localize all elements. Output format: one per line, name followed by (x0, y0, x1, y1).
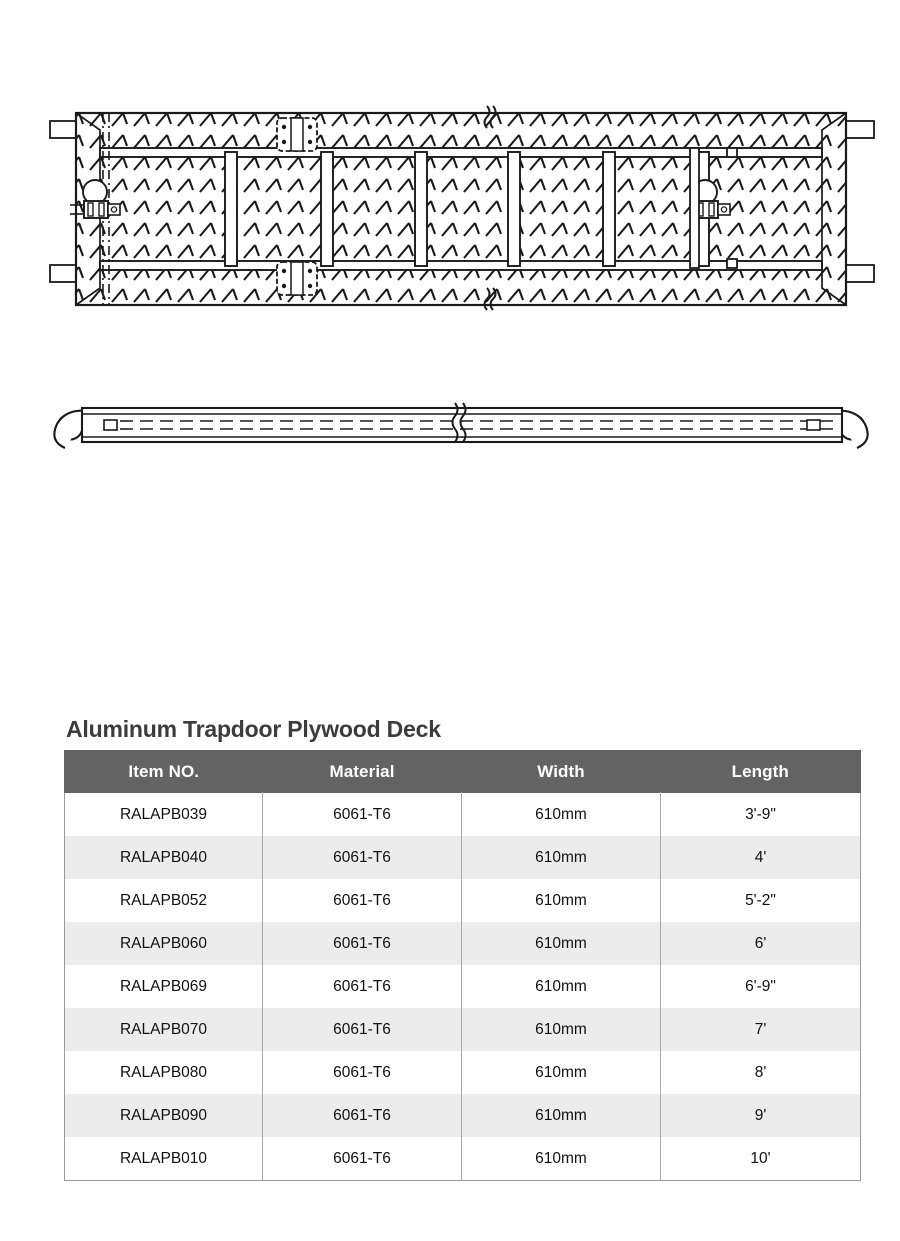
cell-width: 610mm (462, 1137, 661, 1181)
cell-item-no: RALAPB090 (65, 1094, 263, 1137)
cell-width: 610mm (462, 1008, 661, 1051)
table-body (65, 793, 861, 1181)
cell-item-no: RALAPB039 (65, 793, 263, 837)
plan-view-group (50, 106, 874, 310)
side-view-group (54, 403, 867, 448)
cell-material: 6061-T6 (263, 1137, 462, 1181)
table-row (65, 1008, 861, 1051)
cell-material: 6061-T6 (263, 922, 462, 965)
table-row (65, 1094, 861, 1137)
cell-item-no: RALAPB070 (65, 1008, 263, 1051)
cell-width: 610mm (462, 879, 661, 922)
hinge-plate-icon (277, 118, 317, 151)
cell-length: 5'-2" (661, 879, 861, 922)
page-title: Aluminum Trapdoor Plywood Deck (66, 716, 441, 742)
column-header-item-no: Item NO. (65, 751, 263, 793)
cell-item-no: RALAPB080 (65, 1051, 263, 1094)
cell-width: 610mm (462, 1094, 661, 1137)
table-row (65, 1051, 861, 1094)
table-row (65, 922, 861, 965)
table-row (65, 1137, 861, 1181)
column-header-length: Length (661, 751, 861, 793)
cell-material: 6061-T6 (263, 793, 462, 837)
cell-material: 6061-T6 (263, 836, 462, 879)
table-row (65, 879, 861, 922)
column-header-material: Material (263, 751, 462, 793)
cell-length: 6' (661, 922, 861, 965)
hook-claw-icon (844, 121, 874, 282)
cell-width: 610mm (462, 965, 661, 1008)
cell-length: 3'-9" (661, 793, 861, 837)
column-header-width: Width (462, 751, 661, 793)
table-row (65, 965, 861, 1008)
table-header-row (65, 751, 861, 793)
cell-item-no: RALAPB060 (65, 922, 263, 965)
cell-item-no: RALAPB052 (65, 879, 263, 922)
cell-length: 9' (661, 1094, 861, 1137)
cell-material: 6061-T6 (263, 965, 462, 1008)
cell-width: 610mm (462, 836, 661, 879)
cell-material: 6061-T6 (263, 1008, 462, 1051)
cell-width: 610mm (462, 1051, 661, 1094)
table-row (65, 793, 861, 837)
cell-material: 6061-T6 (263, 879, 462, 922)
table-row (65, 836, 861, 879)
cell-length: 8' (661, 1051, 861, 1094)
cell-length: 10' (661, 1137, 861, 1181)
cell-length: 4' (661, 836, 861, 879)
cell-material: 6061-T6 (263, 1094, 462, 1137)
cell-width: 610mm (462, 922, 661, 965)
table-header (65, 751, 861, 793)
cell-item-no: RALAPB069 (65, 965, 263, 1008)
cell-material: 6061-T6 (263, 1051, 462, 1094)
cell-length: 6'-9" (661, 965, 861, 1008)
cell-item-no: RALAPB040 (65, 836, 263, 879)
specification-table (64, 750, 861, 1181)
cell-length: 7' (661, 1008, 861, 1051)
hinge-plate-icon (277, 262, 317, 295)
cell-width: 610mm (462, 793, 661, 837)
specification-block (64, 714, 860, 1181)
cell-item-no: RALAPB010 (65, 1137, 263, 1181)
